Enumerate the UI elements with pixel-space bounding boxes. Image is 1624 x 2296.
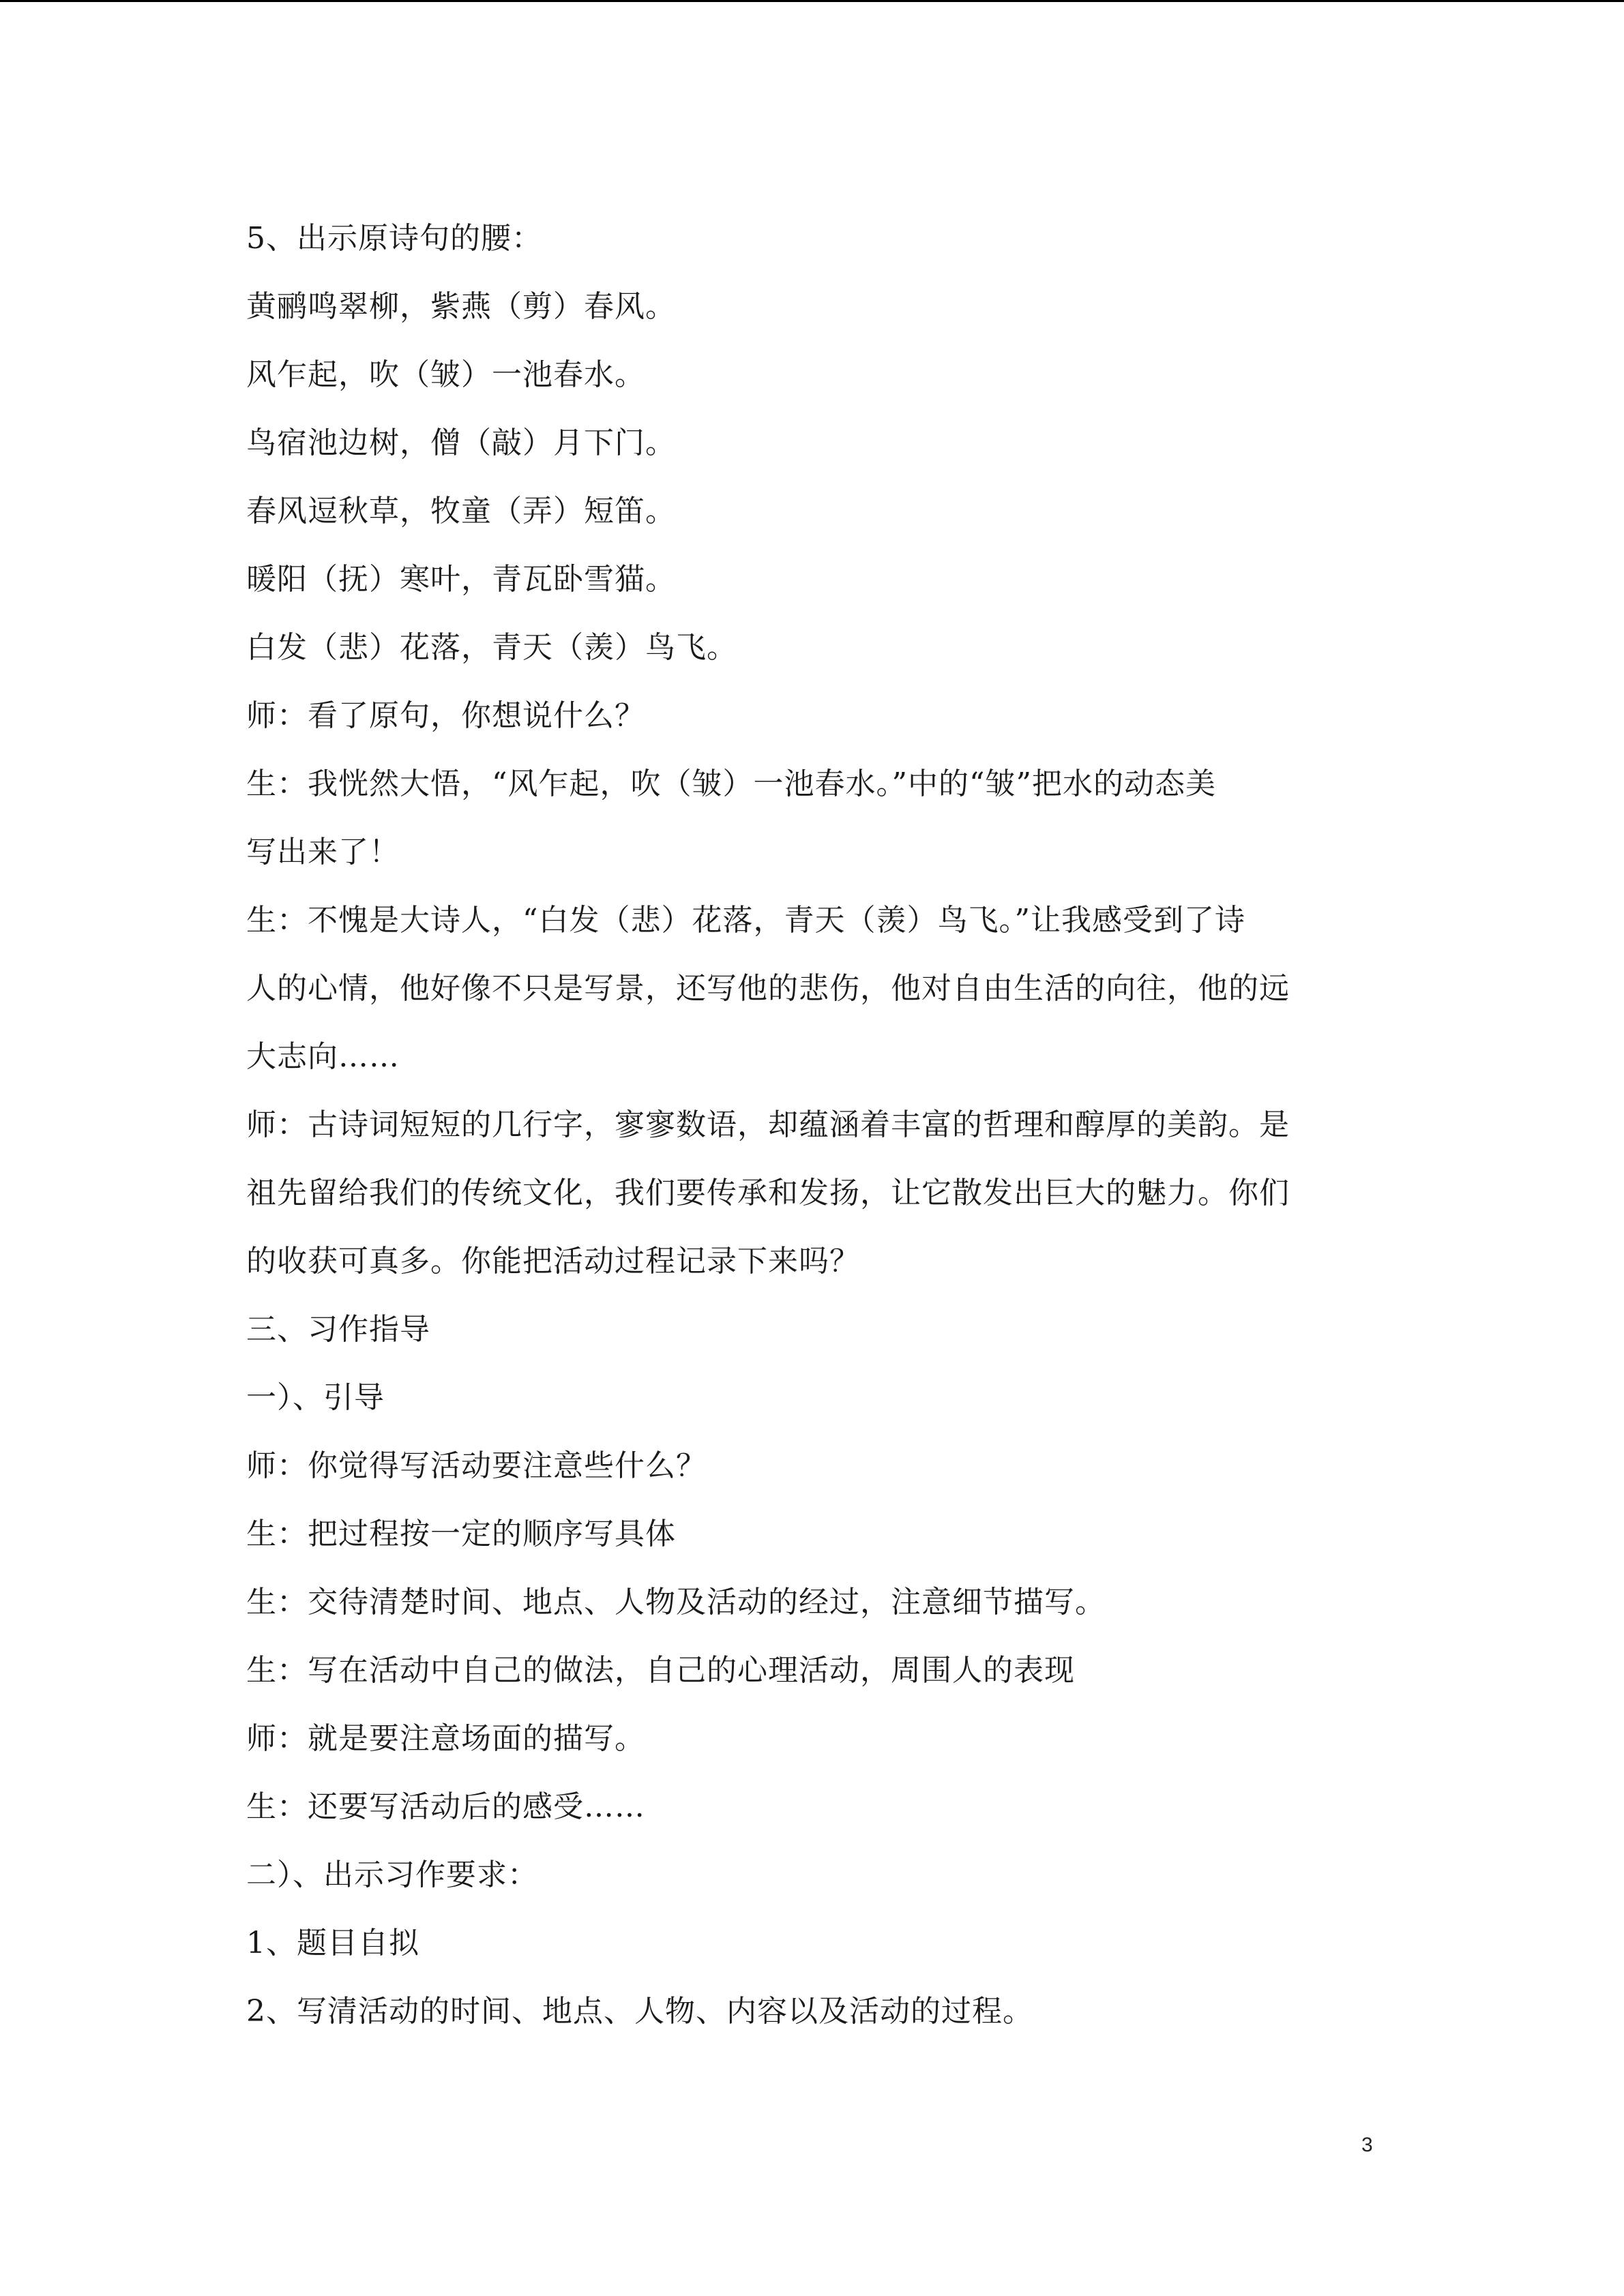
dialogue-line: 生：我恍然大悟，“风乍起，吹（皱）一池春水。”中的“皱”把水的动态美	[246, 766, 1216, 801]
poem-line: 春风逗秋草，牧童（弄）短笛。	[246, 494, 676, 528]
subsection-heading: 一）、引导	[246, 1380, 385, 1415]
subsection-heading: 二）、出示习作要求：	[246, 1858, 538, 1892]
dialogue-line: 人的心情，他好像不只是写景，还写他的悲伤，他对自由生活的向往，他的远	[246, 971, 1290, 1006]
dialogue-line: 大志向……	[246, 1039, 400, 1074]
dialogue-line: 师：你觉得写活动要注意些什么？	[246, 1448, 707, 1483]
requirement-item: 2、写清活动的时间、地点、人物、内容以及活动的过程。	[246, 1994, 1033, 2029]
dialogue-line: 生：不愧是大诗人，“白发（悲）花落，青天（羡）鸟飞。”让我感受到了诗	[246, 903, 1245, 938]
document-body	[246, 205, 1365, 2046]
poem-line: 白发（悲）花落，青天（羡）鸟飞。	[246, 630, 737, 665]
dialogue-line: 师：就是要注意场面的描写。	[246, 1721, 645, 1756]
dialogue-line: 生：交待清楚时间、地点、人物及活动的经过，注意细节描写。	[246, 1585, 1106, 1620]
dialogue-line: 生：还要写活动后的感受……	[246, 1789, 645, 1824]
dialogue-line: 生：把过程按一定的顺序写具体	[246, 1517, 676, 1551]
poem-line: 黄鹂鸣翠柳，紫燕（剪）春风。	[246, 289, 676, 324]
page-top-border	[0, 0, 1624, 2]
section-heading: 三、习作指导	[246, 1312, 430, 1347]
poem-line: 风乍起，吹（皱）一池春水。	[246, 357, 645, 392]
dialogue-line: 师：古诗词短短的几行字，寥寥数语，却蕴涵着丰富的哲理和醇厚的美韵。是	[246, 1107, 1290, 1142]
poem-line: 鸟宿池边树，僧（敲）月下门。	[246, 426, 676, 460]
dialogue-line: 祖先留给我们的传统文化，我们要传承和发扬，让它散发出巨大的魅力。你们	[246, 1176, 1290, 1210]
dialogue-line: 的收获可真多。你能把活动过程记录下来吗？	[246, 1244, 860, 1279]
dialogue-line: 生：写在活动中自己的做法，自己的心理活动，周围人的表现	[246, 1653, 1075, 1688]
dialogue-line: 师：看了原句，你想说什么？	[246, 698, 645, 733]
page-number: 3	[1361, 2134, 1373, 2156]
requirement-item: 1、题目自拟	[246, 1926, 419, 1960]
section-heading: 5、出示原诗句的腰：	[246, 221, 542, 256]
poem-line: 暖阳（抚）寒叶，青瓦卧雪猫。	[246, 562, 676, 597]
dialogue-line: 写出来了！	[246, 835, 400, 869]
